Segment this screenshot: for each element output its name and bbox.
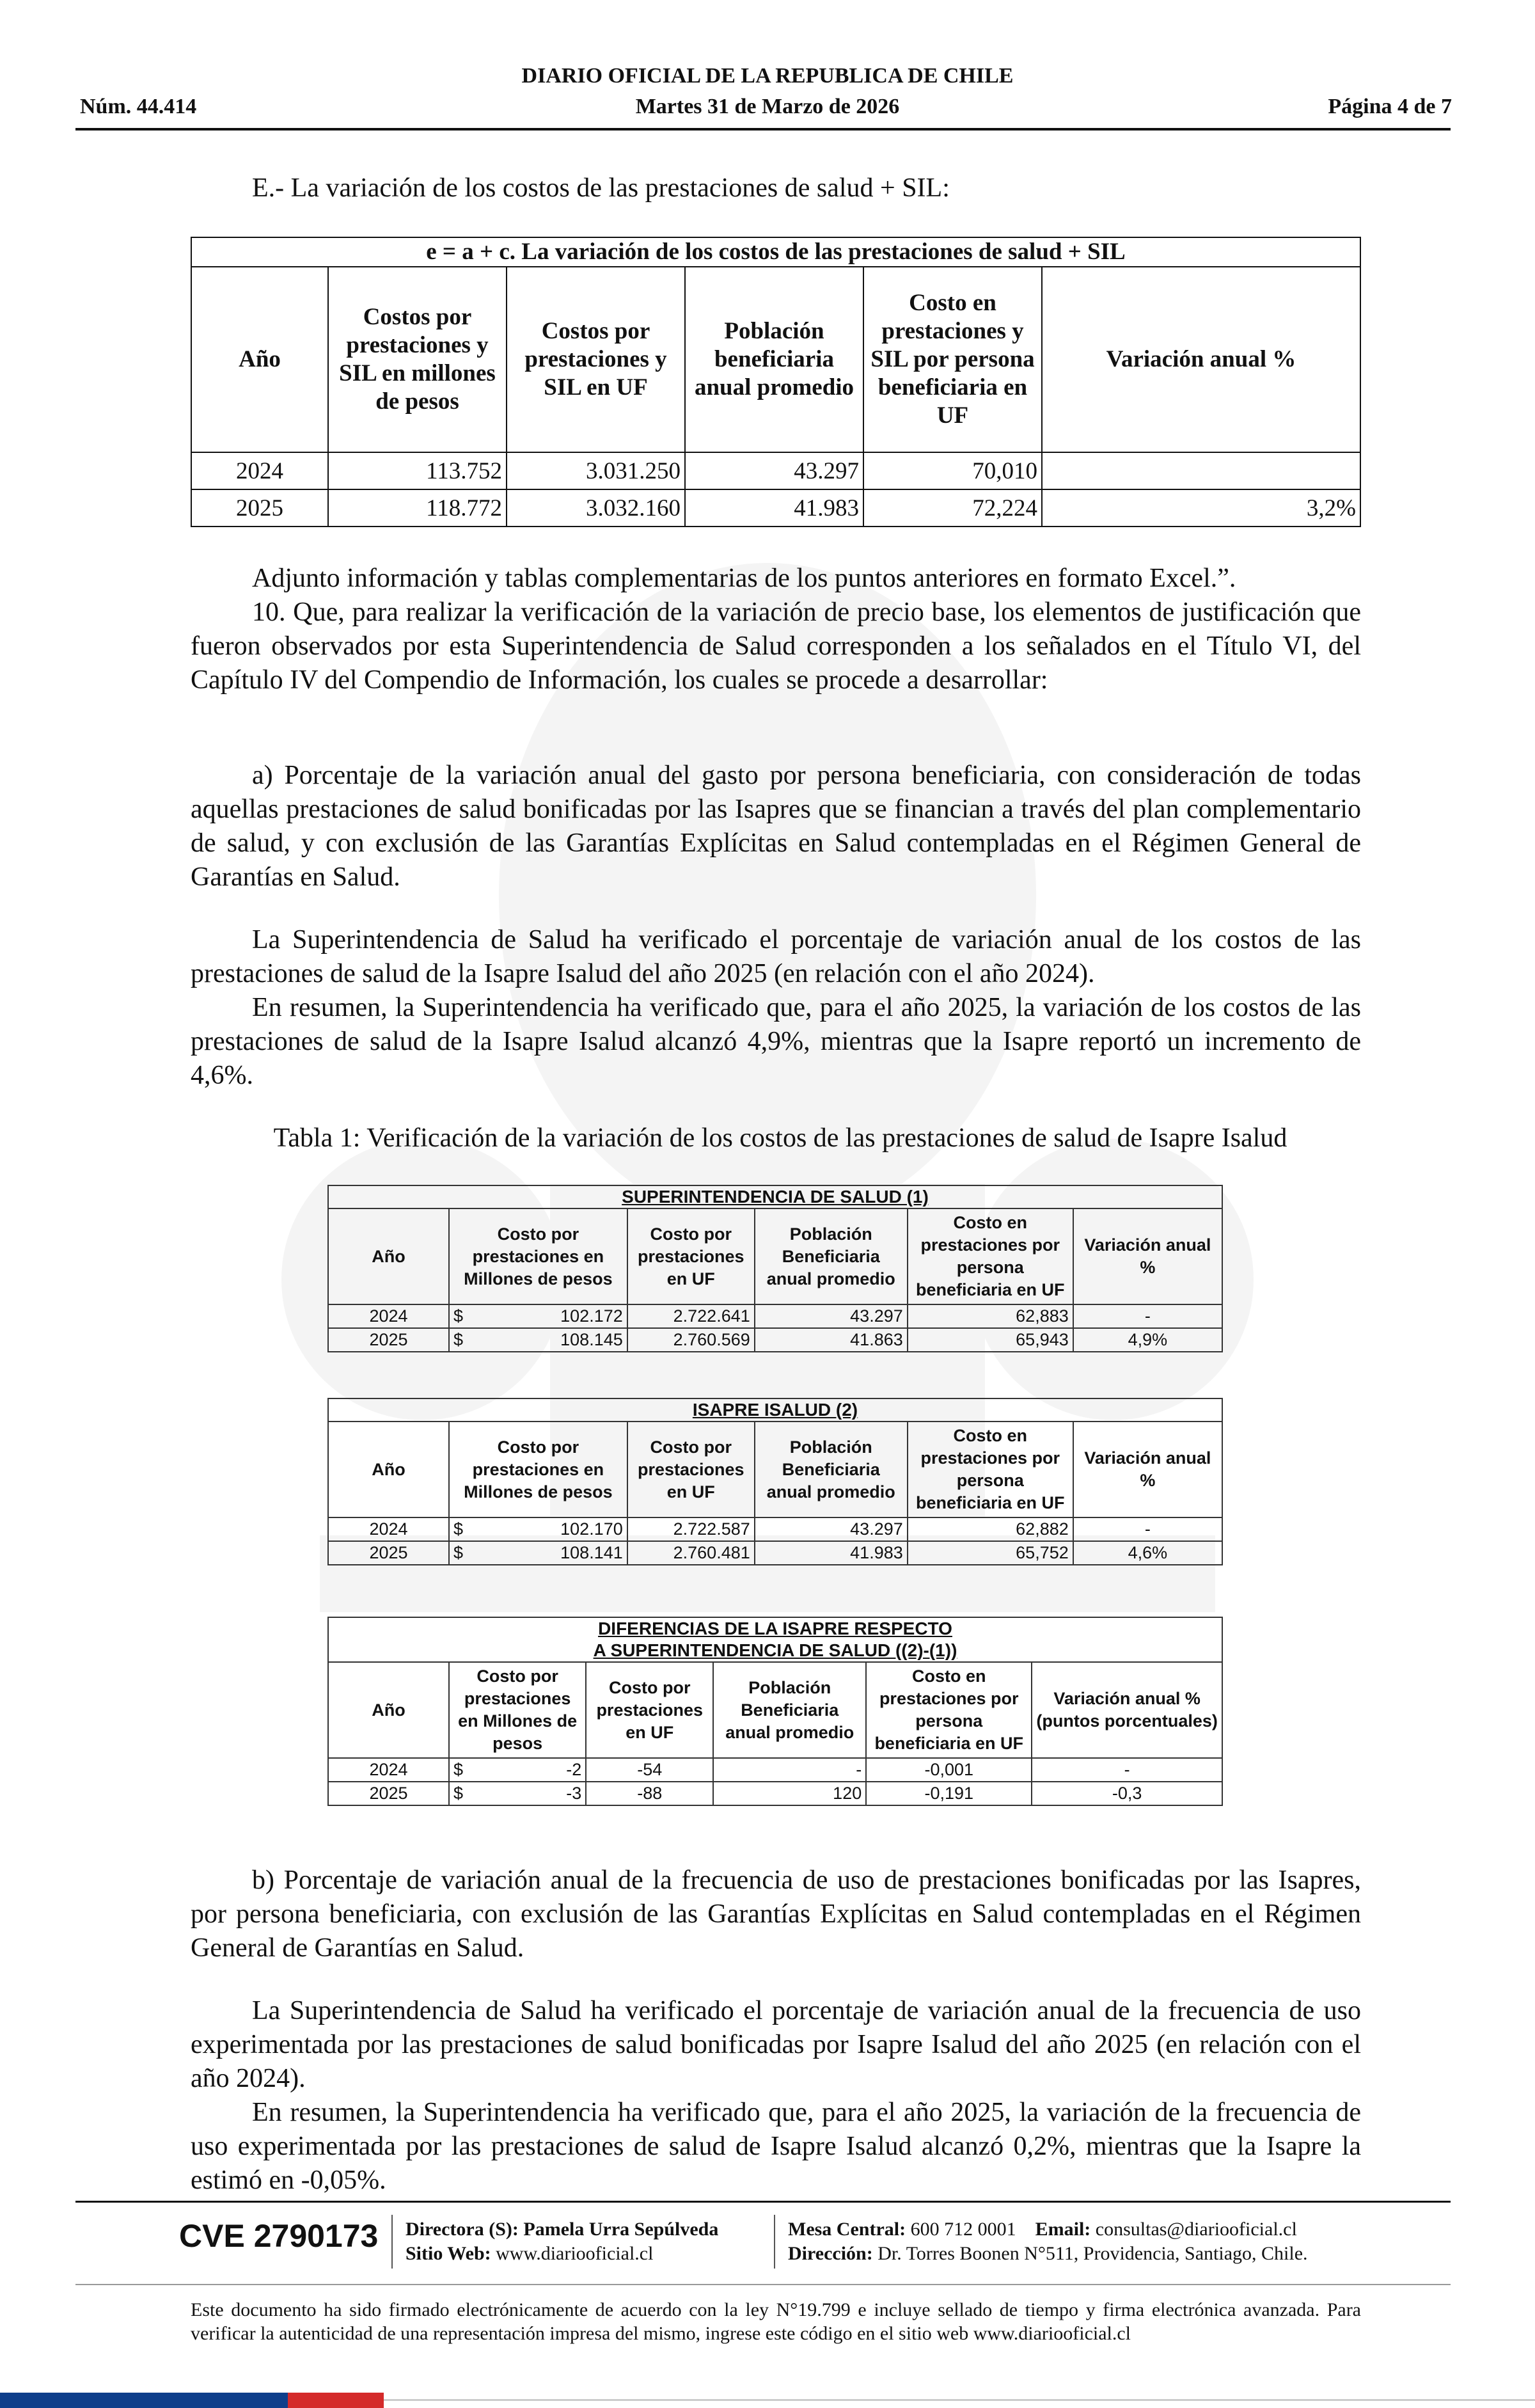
table-title-line2: A SUPERINTENDENCIA DE SALUD ((2)-(1)) (593, 1640, 957, 1660)
cell (449, 1517, 627, 1541)
value: 102.170 (560, 1519, 623, 1539)
cell: 2025 (328, 1541, 449, 1565)
paragraph-b: b) Porcentaje de variación anual de la frecuencia de uso de prestaciones bonificadas por las Isapres, por persona beneficiaria, con exclusión de las Garantías Explícitas en Salud contempladas en el Régimen General de Garantías en Salud. (191, 1865, 1361, 1963)
table1-caption: Tabla 1: Verificación de la variación de los costos de las prestaciones de salud de Isapre Isalud (273, 1123, 1287, 1153)
cell (449, 1328, 627, 1352)
gazette-title: DIARIO OFICIAL DE LA REPUBLICA DE CHILE (521, 64, 1014, 88)
table-title-line1: DIFERENCIAS DE LA ISAPRE RESPECTO (598, 1619, 952, 1638)
col-header: Variación anual % (1073, 1208, 1222, 1304)
cell: 3,2% (1042, 489, 1360, 527)
costs-sil-table-title: e = a + c. La variación de los costos de las prestaciones de salud + SIL (191, 237, 1360, 267)
col-header: Variación anual % (1042, 267, 1360, 452)
web-label: Sitio Web: (405, 2243, 491, 2264)
col-header: Costo en prestaciones por persona beneficiaria en UF (908, 1208, 1073, 1304)
col-header: Variación anual % (puntos porcentuales) (1032, 1662, 1222, 1758)
cell: - (713, 1758, 866, 1782)
table-row (191, 489, 1360, 527)
cell: 2.760.569 (627, 1328, 755, 1352)
cell: 65,752 (908, 1541, 1073, 1565)
flag-bar-line (384, 2399, 1535, 2401)
col-header: Población Beneficiaria anual promedio (713, 1662, 866, 1758)
table-title: SUPERINTENDENCIA DE SALUD (1) (328, 1185, 1222, 1208)
cell: -88 (586, 1782, 713, 1805)
col-header: Año (328, 1422, 449, 1517)
value: 108.141 (560, 1543, 623, 1562)
cell: 3.032.160 (507, 489, 685, 527)
cell: 41.983 (685, 489, 863, 527)
address: Dr. Torres Boonen N°511, Providencia, Santiago, Chile. (878, 2243, 1308, 2264)
currency: $ (453, 1784, 464, 1803)
footer-divider (75, 2201, 1451, 2203)
cell: 41.983 (755, 1541, 908, 1565)
cell: 62,882 (908, 1517, 1073, 1541)
table-row (328, 1328, 1222, 1352)
currency: $ (453, 1543, 464, 1562)
table-row (328, 1758, 1222, 1782)
cell: -0,191 (866, 1782, 1032, 1805)
footer-web (405, 2242, 653, 2266)
col-header: Costos por prestaciones y SIL en UF (507, 267, 685, 452)
footer-contact (788, 2217, 1297, 2242)
paragraph-a: a) Porcentaje de la variación anual del gasto por persona beneficiaria, con consideración de todas aquellas prestaciones de salud bonificadas por las Isapres que se financian a través del plan complementario de salud, y con exclusión de las Garantías Explícitas en Salud contempladas en el Régimen General de Garantías en Salud. (191, 761, 1361, 892)
footer-directora (405, 2217, 718, 2242)
differences-table (327, 1617, 1223, 1806)
cell: 2025 (328, 1328, 449, 1352)
value: 108.145 (560, 1330, 623, 1349)
flag-bar-blue (0, 2393, 288, 2408)
footer-separator (774, 2215, 775, 2269)
col-header: Costos por prestaciones y SIL en millones de pesos (328, 267, 507, 452)
page-number: Página 4 de 7 (1328, 95, 1452, 118)
cell: 2025 (328, 1782, 449, 1805)
cell: 4,6% (1073, 1541, 1222, 1565)
table-row (328, 1782, 1222, 1805)
table-row (191, 452, 1360, 489)
paragraph-10: 10. Que, para realizar la verificación de la variación de precio base, los elementos de justificación que fueron observados por esta Superintendencia de Salud corresponden a los señalados en el Título VI, del Capítulo IV del Compendio de Información, los cuales se procede a desarrollar: (191, 598, 1361, 695)
footer-divider-thin (75, 2284, 1451, 2285)
cell: 72,224 (863, 489, 1042, 527)
col-header: Costo por prestaciones en UF (627, 1208, 755, 1304)
col-header: Población Beneficiaria anual promedio (755, 1208, 908, 1304)
cell: 2024 (328, 1758, 449, 1782)
cell: 3.031.250 (507, 452, 685, 489)
table-row (328, 1304, 1222, 1328)
cell: 62,883 (908, 1304, 1073, 1328)
cve-code: CVE 2790173 (179, 2218, 379, 2254)
mesa-label: Mesa Central: (788, 2219, 906, 2240)
currency: $ (453, 1306, 464, 1326)
col-header: Población beneficiaria anual promedio (685, 267, 863, 452)
cell: 70,010 (863, 452, 1042, 489)
cell: -0,001 (866, 1758, 1032, 1782)
col-header: Costo en prestaciones y SIL por persona beneficiaria en UF (863, 267, 1042, 452)
currency: $ (453, 1330, 464, 1349)
legal-notice: Este documento ha sido firmado electrónicamente de acuerdo con la ley N°19.799 e incluye sellado de tiempo y firma electrónica avanzada. Para verificar la autenticidad de una representación impresa del mismo, ingrese este código en el sitio web www.diariooficial.cl (191, 2299, 1361, 2344)
col-header: Año (191, 267, 328, 452)
address-label: Dirección: (788, 2243, 873, 2264)
paragraph-frequency: La Superintendencia de Salud ha verificado el porcentaje de variación anual de la frecuencia de uso experimentada por las prestaciones de salud bonificadas por Isapre Isalud del año 2025 (en relación con el año 2024). (191, 1996, 1361, 2093)
col-header: Costo en prestaciones por persona beneficiaria en UF (908, 1422, 1073, 1517)
cell (449, 1758, 586, 1782)
header-divider (75, 128, 1451, 131)
cell: 2024 (328, 1517, 449, 1541)
table-title (328, 1617, 1222, 1662)
cell: 41.863 (755, 1328, 908, 1352)
footer-address (788, 2242, 1308, 2266)
col-header: Año (328, 1208, 449, 1304)
issue-number: Núm. 44.414 (80, 95, 197, 118)
superintendencia-table (327, 1185, 1223, 1352)
cell: 43.297 (755, 1304, 908, 1328)
mesa-phone: 600 712 0001 (910, 2219, 1016, 2240)
cell: 2.722.587 (627, 1517, 755, 1541)
table-row (328, 1517, 1222, 1541)
col-header: Costo por prestaciones en Millones de pesos (449, 1662, 586, 1758)
cell (449, 1782, 586, 1805)
section-e-heading: E.- La variación de los costos de las prestaciones de salud + SIL: (252, 173, 950, 203)
cell: -0,3 (1032, 1782, 1222, 1805)
col-header: Costo por prestaciones en UF (627, 1422, 755, 1517)
currency: $ (453, 1519, 464, 1539)
cell (449, 1304, 627, 1328)
directora-name: Pamela Urra Sepúlveda (523, 2219, 719, 2240)
cell: 113.752 (328, 452, 507, 489)
col-header: Año (328, 1662, 449, 1758)
email-label: Email: (1035, 2219, 1091, 2240)
cell: 2.760.481 (627, 1541, 755, 1565)
value: -3 (566, 1784, 582, 1803)
cell: -54 (586, 1758, 713, 1782)
col-header: Costo por prestaciones en UF (586, 1662, 713, 1758)
web-link[interactable]: www.diariooficial.cl (496, 2243, 654, 2264)
cell (1042, 452, 1360, 489)
cell: 2025 (191, 489, 328, 527)
cell: - (1073, 1517, 1222, 1541)
col-header: Costo en prestaciones por persona beneficiaria en UF (866, 1662, 1032, 1758)
cell: 118.772 (328, 489, 507, 527)
flag-bar-red (288, 2393, 384, 2408)
table-row (328, 1541, 1222, 1565)
paragraph-attachment: Adjunto información y tablas complementarias de los puntos anteriores en formato Excel.”. (252, 564, 1236, 593)
value: -2 (566, 1760, 582, 1779)
cell (449, 1541, 627, 1565)
cell: - (1032, 1758, 1222, 1782)
col-header: Variación anual % (1073, 1422, 1222, 1517)
footer-separator (391, 2215, 393, 2269)
email-link[interactable]: consultas@diariooficial.cl (1095, 2219, 1297, 2240)
col-header: Población Beneficiaria anual promedio (755, 1422, 908, 1517)
cell: 43.297 (755, 1517, 908, 1541)
cell: 4,9% (1073, 1328, 1222, 1352)
col-header: Costo por prestaciones en Millones de pesos (449, 1422, 627, 1517)
paragraph-summary: En resumen, la Superintendencia ha verificado que, para el año 2025, la variación de los costos de las prestaciones de salud de la Isapre Isalud alcanzó 4,9%, mientras que la Isapre reportó un incremento de 4,6%. (191, 993, 1361, 1090)
cell: - (1073, 1304, 1222, 1328)
currency: $ (453, 1760, 464, 1779)
paragraph-verification: La Superintendencia de Salud ha verificado el porcentaje de variación anual de los costos de las prestaciones de salud de la Isapre Isalud del año 2025 (en relación con el año 2024). (191, 925, 1361, 988)
paragraph-frequency-summary: En resumen, la Superintendencia ha verificado que, para el año 2025, la variación de la frecuencia de uso experimentada por las prestaciones de salud de Isapre Isalud alcanzó 0,2%, mientras que la Isapre la estimó en -0,05%. (191, 2098, 1361, 2195)
col-header: Costo por prestaciones en Millones de pesos (449, 1208, 627, 1304)
cell: 2024 (328, 1304, 449, 1328)
isapre-isalud-table (327, 1398, 1223, 1565)
table-title: ISAPRE ISALUD (2) (328, 1398, 1222, 1422)
value: 102.172 (560, 1306, 623, 1326)
cell: 120 (713, 1782, 866, 1805)
directora-label: Directora (S): (405, 2219, 519, 2240)
cell: 2.722.641 (627, 1304, 755, 1328)
cell: 43.297 (685, 452, 863, 489)
costs-sil-table (191, 237, 1361, 527)
issue-date: Martes 31 de Marzo de 2026 (635, 95, 900, 118)
cell: 65,943 (908, 1328, 1073, 1352)
cell: 2024 (191, 452, 328, 489)
